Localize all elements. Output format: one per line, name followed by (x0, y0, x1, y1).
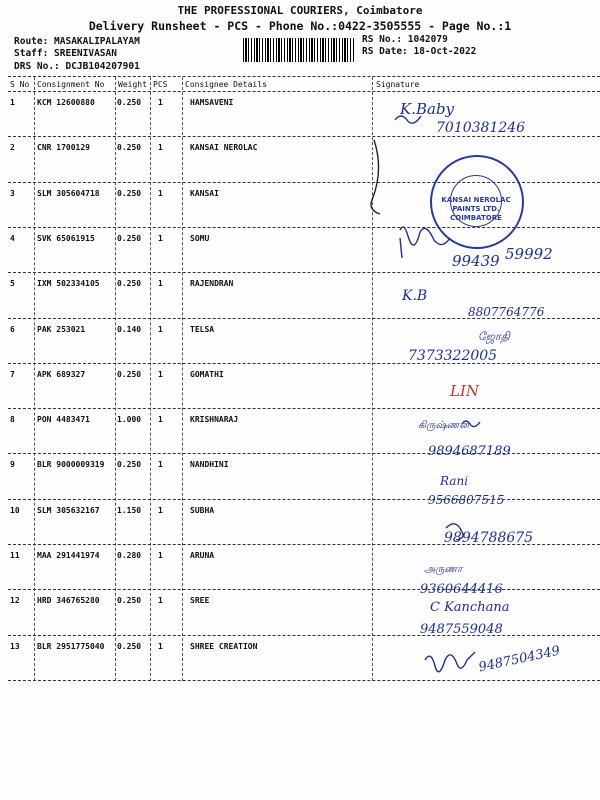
signature-12-name: C Kanchana (430, 600, 510, 615)
signature-11-phone: 9360644416 (420, 582, 503, 597)
signature-10-loop (446, 524, 463, 540)
bracket-mark (371, 140, 380, 214)
row-consignment-no: BLR 2951775040 (37, 641, 105, 651)
signature-10-phone: 9894788675 (444, 530, 534, 546)
signature-8-name: கிருஷ்ணன் (418, 420, 470, 431)
row-pcs: 1 (158, 369, 163, 379)
row-weight: 0.250 (117, 596, 142, 606)
row-sno: 11 (10, 551, 20, 560)
signature-1-phone: 7010381246 (436, 120, 526, 136)
runsheet-subtitle: Delivery Runsheet - PCS - Phone No.:0422-3505555 - Page No.:1 (88, 19, 512, 33)
row-consignment-no: APK 689327 (37, 369, 86, 379)
col-header-pcs: PCS (153, 80, 168, 89)
row-consignment-no: SLM 305632167 (37, 505, 100, 515)
row-consignee: GOMATHI (190, 369, 224, 379)
row-pcs: 1 (158, 98, 163, 107)
row-pcs: 1 (158, 641, 163, 651)
row-consignment-no: BLR 9000009319 (37, 460, 105, 470)
row-consignee: NANDHINI (190, 460, 229, 470)
company-title: THE PROFESSIONAL COURIERS, Coimbatore (177, 4, 423, 17)
row-pcs: 1 (158, 551, 163, 560)
signature-4-scribble (400, 227, 450, 245)
row-pcs: 1 (158, 505, 163, 515)
row-consignment-no: SVK 65061915 (37, 233, 95, 243)
row-weight: 0.250 (117, 369, 142, 379)
signature-11-name: அருணா (424, 564, 463, 575)
row-consignment-no: KCM 12600880 (37, 98, 95, 107)
row-weight: 0.250 (117, 143, 142, 153)
row-pcs: 1 (158, 324, 163, 334)
row-consignment-no: PON 4483471 (37, 415, 90, 425)
row-consignee: KANSAI (190, 188, 219, 198)
col-header-consignee: Consignee Details (185, 80, 267, 89)
row-weight: 0.250 (117, 233, 142, 243)
row-weight: 0.250 (117, 641, 142, 651)
route-label: Route: MASAKALIPALAYAM (14, 36, 140, 47)
signature-1-name: K.Baby (400, 100, 455, 118)
signature-13-phone: 9487504349 (477, 643, 562, 676)
row-sno: 1 (10, 98, 15, 107)
row-weight: 0.250 (117, 98, 142, 107)
signature-5-phone: 8807764776 (468, 305, 545, 319)
row-pcs: 1 (158, 143, 163, 153)
row-consignment-no: PAK 253021 (37, 324, 86, 334)
staff-label: Staff: SREENIVASAN (14, 48, 117, 59)
row-consignee: HAMSAVENI (190, 98, 234, 107)
row-consignee: TELSA (190, 324, 215, 334)
row-consignee: ARUNA (190, 551, 215, 560)
row-sno: 3 (10, 188, 15, 198)
signature-4-phone2: 59992 (505, 245, 553, 263)
row-consignment-no: IXM 502334105 (37, 279, 100, 289)
col-header-weight: Weight (118, 80, 147, 89)
row-sno: 13 (10, 641, 20, 651)
row-pcs: 1 (158, 460, 163, 470)
row-sno: 10 (10, 505, 20, 515)
row-pcs: 1 (158, 279, 163, 289)
row-pcs: 1 (158, 233, 163, 243)
col-header-consignment: Consignment No (37, 80, 105, 89)
row-sno: 4 (10, 233, 15, 243)
row-weight: 1.000 (117, 415, 142, 425)
row-sno: 12 (10, 596, 20, 606)
signature-7-text: LIN (450, 382, 480, 400)
signature-5-name: K.B (402, 288, 428, 304)
drs-number: DRS No.: DCJB104207901 (14, 61, 140, 72)
row-consignment-no: MAA 291441974 (37, 551, 100, 560)
signature-8-phone: 9894687189 (428, 444, 511, 459)
stamp-text: KANSAI NEROLAC PAINTS LTD. COIMBATORE (441, 196, 511, 222)
signature-6-name: ஜோதி (478, 330, 510, 343)
signature-1-mark (395, 116, 421, 123)
row-sno: 8 (10, 415, 15, 425)
row-pcs: 1 (158, 188, 163, 198)
col-header-sno: S No (10, 80, 30, 89)
row-sno: 9 (10, 460, 15, 470)
signature-9-phone: 9566807515 (428, 493, 505, 507)
row-consignment-no: HRD 346765280 (37, 596, 100, 606)
row-consignee: SUBHA (190, 505, 215, 515)
signature-4-stroke (400, 238, 402, 258)
signature-13-scribble (425, 652, 475, 672)
signature-12-phone: 9487559048 (420, 622, 503, 637)
signature-6-phone: 7373322005 (408, 348, 498, 364)
row-consignee: SHREE CREATION (190, 641, 258, 651)
signature-4-phone1: 99439 (452, 252, 500, 270)
signature-9-name: Rani (440, 474, 469, 488)
row-weight: 0.250 (117, 188, 142, 198)
row-weight: 0.140 (117, 324, 142, 334)
row-consignee: KANSAI NEROLAC (190, 143, 258, 153)
row-weight: 0.250 (117, 460, 142, 470)
row-weight: 1.150 (117, 505, 142, 515)
row-consignment-no: SLM 305604718 (37, 188, 100, 198)
row-sno: 5 (10, 279, 15, 289)
row-pcs: 1 (158, 415, 163, 425)
row-weight: 0.280 (117, 551, 142, 560)
row-sno: 7 (10, 369, 15, 379)
row-consignee: RAJENDRAN (190, 279, 234, 289)
rs-number: RS No.: 1042079 (362, 34, 448, 45)
signature-8-tick (462, 421, 480, 427)
rs-date: RS Date: 18-Oct-2022 (362, 46, 477, 57)
col-header-signature: Signature (376, 80, 420, 89)
row-pcs: 1 (158, 596, 163, 606)
row-sno: 2 (10, 143, 15, 153)
row-sno: 6 (10, 324, 15, 334)
row-consignment-no: CNR 1700129 (37, 143, 90, 153)
row-consignee: SOMU (190, 233, 210, 243)
row-weight: 0.250 (117, 279, 142, 289)
row-consignee: KRISHNARAJ (190, 415, 239, 425)
row-consignee: SREE (190, 596, 210, 606)
